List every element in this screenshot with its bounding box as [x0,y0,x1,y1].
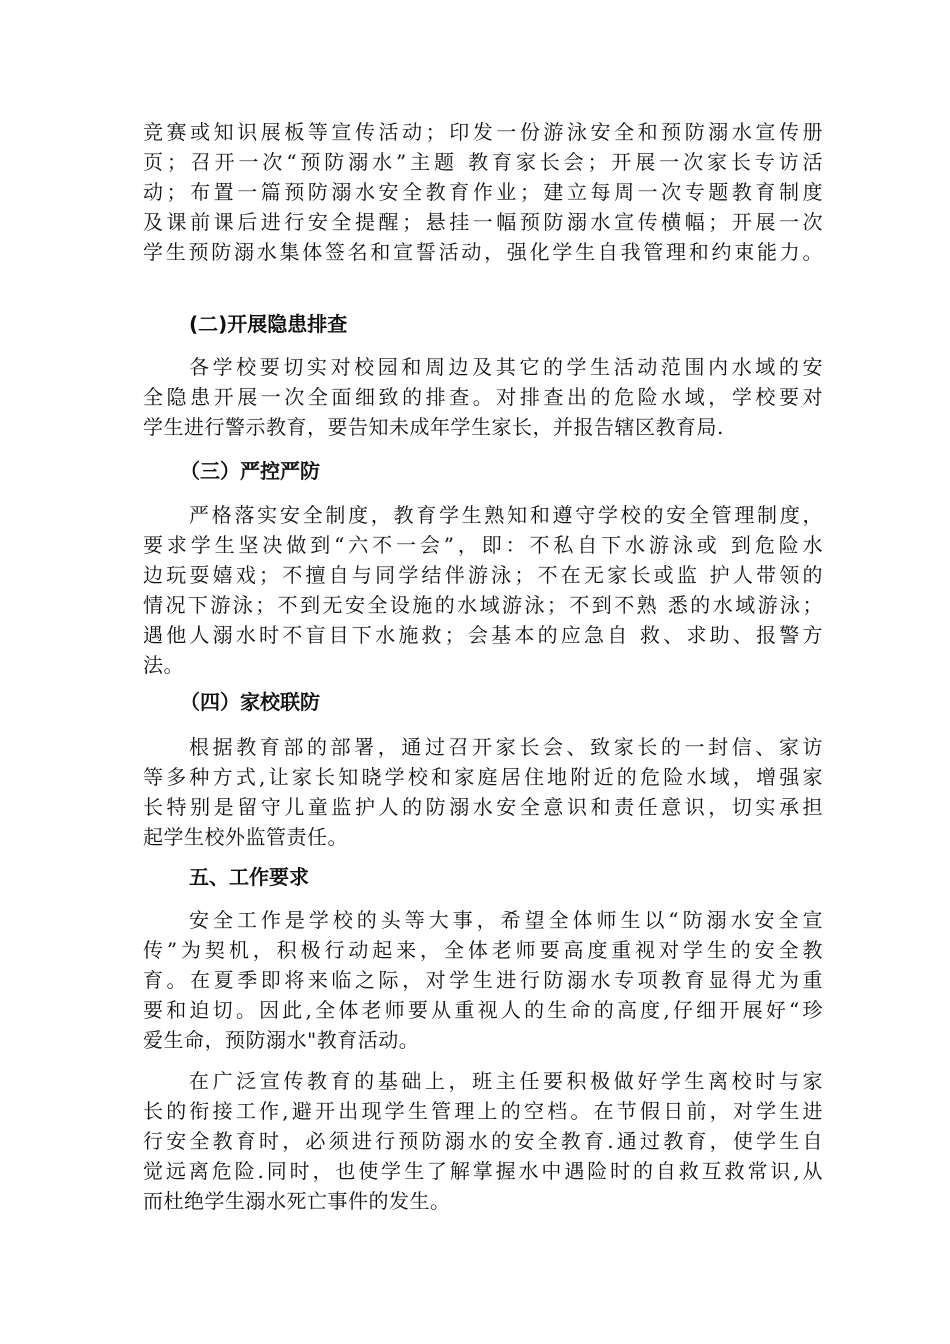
text-line: 要和迫切。因此,全体老师要从重视人的生命的高度,仔细开展好“珍 [143,998,823,1022]
text-line: 学生进行警示教育，要告知未成年学生家长，并报告辖区教育局. [143,415,724,439]
text-line: 觉远离危险.同时，也使学生了解掌握水中遇险时的自救互救常识,从 [143,1159,823,1183]
paragraph-head-teacher [143,1066,823,1216]
text-line: 长特别是留守儿童监护人的防溺水安全意识和责任意识，切实承担 [143,795,823,819]
text-line: 根据教育部的部署，通过召开家长会、致家长的一封信、家访 [189,735,823,759]
text-line: 情况下游泳；不到无安全设施的水域游泳；不到不熟 悉的水域游泳； [143,593,823,617]
section-heading-hazard-inspection: (二)开展隐患排查 [189,312,348,336]
text-line: 爱生命，预防溺水"教育活动。 [143,1028,420,1052]
paragraph-strict-control [143,500,823,680]
paragraph-hazard-inspection [143,352,823,442]
text-line: 行安全教育时，必须进行预防溺水的安全教育.通过教育，使学生自 [143,1129,823,1153]
paragraph-work-requirements [143,905,823,1055]
text-line: 遇他人溺水时不盲目下水施救；会基本的应急自 救、求助、报警方 [143,623,823,647]
paragraph-intro [143,117,823,267]
section-heading-work-requirements: 五、工作要求 [189,865,309,889]
text-line: 边玩耍嬉戏；不擅自与同学结伴游泳；不在无家长或监 护人带领的 [143,563,823,587]
text-line: 在广泛宣传教育的基础上，班主任要积极做好学生离校时与家 [189,1069,823,1093]
text-line: 及课前课后进行安全提醒；悬挂一幅预防溺水宣传横幅；开展一次 [143,210,823,234]
text-line: 而杜绝学生溺水死亡事件的发生。 [143,1189,451,1213]
text-line: 安全工作是学校的头等大事，希望全体师生以“防溺水安全宣 [189,908,823,932]
text-line: 各学校要切实对校园和周边及其它的学生活动范围内水域的安 [189,355,823,379]
text-line: 等多种方式,让家长知晓学校和家庭居住地附近的危险水域，增强家 [143,765,823,789]
text-line: 动；布置一篇预防溺水安全教育作业；建立每周一次专题教育制度 [143,180,823,204]
paragraph-home-school [143,732,823,852]
section-heading-home-school: （四）家校联防 [180,690,320,714]
text-line: 学生预防溺水集体签名和宣誓活动，强化学生自我管理和约束能力。 [143,240,823,264]
text-line: 竞赛或知识展板等宣传活动；印发一份游泳安全和预防溺水宣传册 [143,120,823,144]
text-line: 长的衔接工作,避开出现学生管理上的空档。在节假日前，对学生进 [143,1099,823,1123]
text-line: 法。 [143,653,184,677]
section-heading-strict-control: （三）严控严防 [180,459,320,483]
text-line: 页；召开一次“预防溺水”主题 教育家长会；开展一次家长专访活 [143,150,823,174]
text-line: 严格落实安全制度，教育学生熟知和遵守学校的安全管理制度， [189,503,823,527]
text-line: 传”为契机，积极行动起来，全体老师要高度重视对学生的安全教 [143,938,823,962]
text-line: 育。在夏季即将来临之际，对学生进行防溺水专项教育显得尤为重 [143,968,823,992]
text-line: 全隐患开展一次全面细致的排查。对排查出的危险水域，学校要对 [143,385,823,409]
text-line: 要求学生坚决做到“六不一会”，即：不私自下水游泳或 到危险水 [143,533,823,557]
text-line: 起学生校外监管责任。 [143,825,348,849]
